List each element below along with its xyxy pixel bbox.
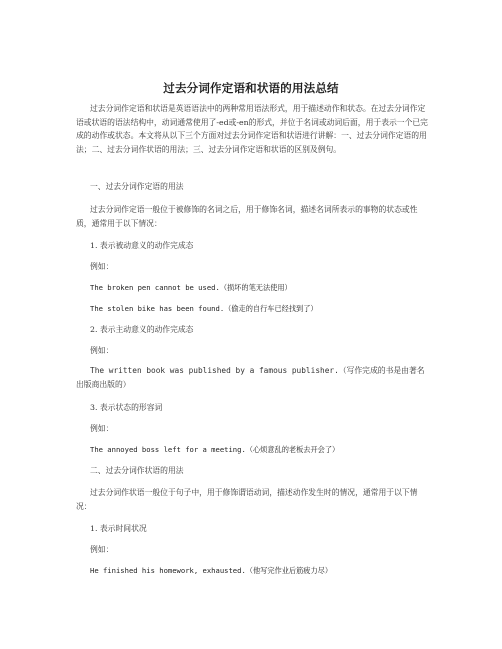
example-sentence: The stolen bike has been found.（偷走的自行车已经找到了） bbox=[90, 304, 318, 313]
example-sentence: The written book was published by a famous publisher.（写作完成的书是由著名出版商出版的） bbox=[76, 366, 425, 389]
example-label: 例如： bbox=[90, 262, 114, 271]
list-item-passive: 1. 表示被动意义的动作完成态 bbox=[90, 241, 194, 250]
section-heading-adverbial: 二、过去分词作状语的用法 bbox=[90, 466, 184, 475]
section-intro-attributive: 过去分词作定语一般位于被修饰的名词之后，用于修饰名词，描述名词所表示的事物的状态或性质，通常用于以下情况： bbox=[76, 205, 418, 228]
document-title: 过去分词作定语和状语的用法总结 bbox=[163, 81, 339, 95]
section-heading-attributive: 一、过去分词作定语的用法 bbox=[90, 182, 184, 191]
example-label: 例如： bbox=[90, 424, 114, 433]
intro-paragraph: 过去分词作定语和状语是英语语法中的两种常用语法形式，用于描述动作和状态。在过去分词作定语或状语的语法结构中，动词通常使用了-ed或-en的形式，并位于名词或动词后面，用于表示一个已完成的动作或状态。本文将从以下三个方面对过去分词作定语和状语进行讲解：一、过去分词作定语的用法；二、过去分词作状语的用法；三、过去分词作定语和状语的区别及例句。 bbox=[76, 104, 428, 154]
example-sentence: The broken pen cannot be used.（损坏的笔无法使用） bbox=[90, 283, 292, 292]
list-item-active: 2. 表示主动意义的动作完成态 bbox=[90, 325, 194, 334]
example-label: 例如： bbox=[90, 346, 114, 355]
list-item-time: 1. 表示时间状况 bbox=[90, 524, 147, 533]
example-sentence: He finished his homework, exhausted.（他写完作业后筋疲力尽） bbox=[90, 566, 333, 575]
example-label: 例如： bbox=[90, 545, 114, 554]
section-intro-adverbial: 过去分词作状语一般位于句子中，用于修饰谓语动词，描述动作发生时的情况，通常用于以下情况： bbox=[76, 488, 418, 511]
list-item-state: 3. 表示状态的形容词 bbox=[90, 403, 163, 412]
example-sentence: The annoyed boss left for a meeting.（心烦意乱的老板去开会了） bbox=[90, 445, 340, 454]
